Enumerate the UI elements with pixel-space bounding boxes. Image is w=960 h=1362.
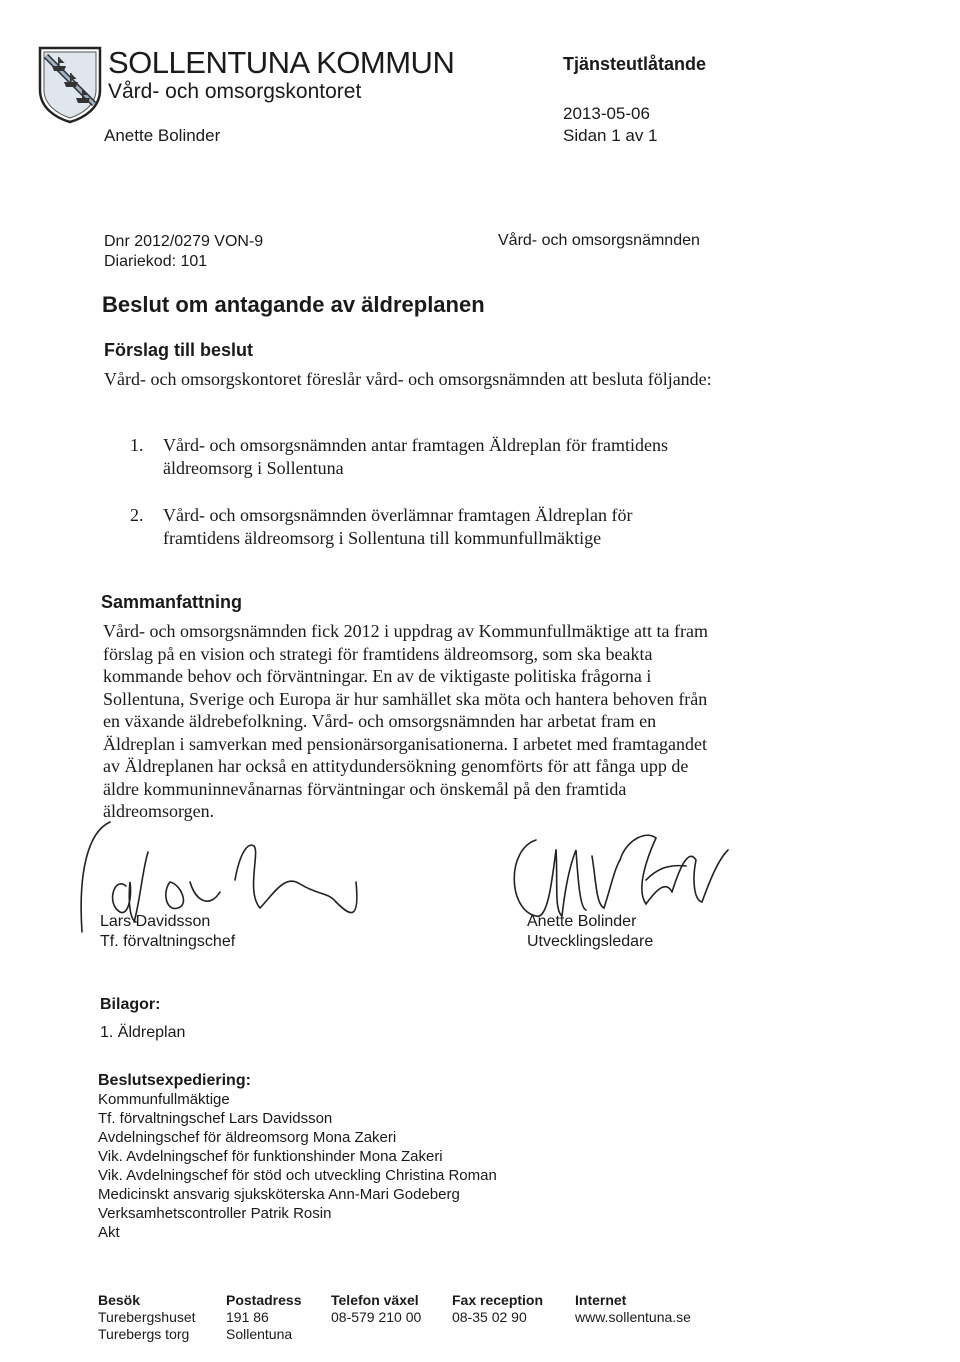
footer-heading: Fax reception [452,1292,544,1308]
footer-heading: Internet [575,1292,627,1308]
diary-code: Diariekod: 101 [104,253,208,270]
attachment-item: 1. Äldreplan [100,1024,186,1041]
municipal-coat-of-arms-icon [38,46,102,124]
proposal-item-number: 1. [130,435,144,455]
dispatch-list [98,1090,497,1242]
page-title: Beslut om antagande av äldreplanen [102,292,485,317]
signatory-role: Tf. förvaltningschef [100,933,236,950]
footer-line: Sollentuna [226,1326,293,1342]
dispatch-heading: Beslutsexpediering: [98,1072,251,1089]
signatory-name: Lars Davidsson [100,913,211,930]
proposal-item-text: Vård- och omsorgsnämnden antar framtagen Äldreplan för framtidens äldreomsorg i Sollentuna [163,435,668,478]
footer-heading: Postadress [226,1292,302,1308]
dnr-number: Dnr 2012/0279 VON-9 [104,233,264,250]
footer-line: Turebergshuset [98,1309,196,1325]
department-name: Vård- och omsorgskontoret [108,80,362,103]
author-name: Anette Bolinder [104,126,221,145]
summary-text: Vård- och omsorgsnämnden fick 2012 i uppdrag av Kommunfullmäktige att ta fram förslag på en vision och strategi för framtidens äldreomsorg, som ska beakta kommande behov och förväntningar. En av de viktigaste politiska frågorna i Sollentuna, Sverige och Europa är hur samhället ska möta och hantera behoven från en växande äldrebefolkning. Vård- och omsorgsnämnden har arbetat fram en Äldreplan i samverkan med pensionärsorganisationerna. I arbetet med framtagandet av Äldreplanen har också en attitydundersökning genomförts för att fånga upp de äldre kommuninnevånarnas förväntningar och önskemål på den framtida äldreomsorgen. [103,621,709,821]
list-item: Vik. Avdelningschef för stöd och utveckling Christina Roman [98,1167,497,1184]
footer-heading: Besök [98,1292,141,1308]
list-item: Akt [98,1224,120,1241]
footer-line: 191 86 [226,1309,269,1325]
signature-block-left [100,912,235,952]
reference-block [104,232,263,272]
footer-line: 08-35 02 90 [452,1309,527,1325]
list-item: Vik. Avdelningschef för funktionshinder Mona Zakeri [98,1148,443,1165]
footer-line: 08-579 210 00 [331,1309,422,1325]
list-item: Medicinskt ansvarig sjuksköterska Ann-Mari Godeberg [98,1186,460,1203]
proposal-item [130,434,690,479]
proposal-item-number: 2. [130,505,144,525]
summary-heading: Sammanfattning [101,592,243,612]
proposal-item-text: Vård- och omsorgsnämnden överlämnar framtagen Äldreplan för framtidens äldreomsorg i Sollentuna till kommunfullmäktige [163,505,633,548]
list-item: Avdelningschef för äldreomsorg Mona Zakeri [98,1129,397,1146]
proposal-heading: Förslag till beslut [104,340,254,360]
page-info: Sidan 1 av 1 [563,126,658,145]
signatory-role: Utvecklingsledare [527,933,654,950]
footer-postal [226,1292,301,1343]
proposal-item [130,504,690,549]
organization-name: SOLLENTUNA KOMMUN [108,45,455,80]
attachments-heading: Bilagor: [100,996,161,1013]
document-date: 2013-05-06 [563,104,650,123]
footer-website-link[interactable]: www.sollentuna.se [575,1309,691,1325]
footer-line: Turebergs torg [98,1326,190,1342]
footer-fax [452,1292,543,1326]
document-type: Tjänsteutlåtande [563,54,707,74]
signatory-name: Anette Bolinder [527,913,637,930]
list-item: Tf. förvaltningschef Lars Davidsson [98,1110,333,1127]
signature-block-right [527,912,653,952]
list-item: Kommunfullmäktige [98,1091,230,1108]
footer-internet [575,1292,691,1326]
footer-phone [331,1292,421,1326]
recipient: Vård- och omsorgsnämnden [498,232,700,249]
list-item: Verksamhetscontroller Patrik Rosin [98,1205,332,1222]
footer-visit [98,1292,196,1343]
proposal-intro: Vård- och omsorgskontoret föreslår vård- och omsorgsnämnden att besluta följande: [104,369,712,389]
footer-heading: Telefon växel [331,1292,419,1308]
